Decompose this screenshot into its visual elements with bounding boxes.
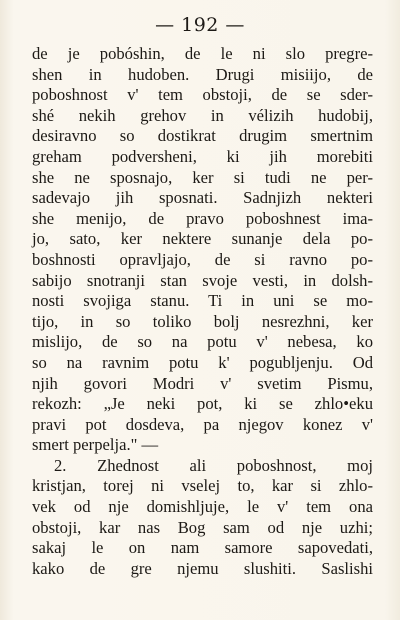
text-line: sakaj le on nam samore sapovedati,: [32, 538, 373, 558]
text-line: jo, sato, ker nektere sunanje dela po-: [32, 229, 373, 249]
text-line: she menijo, de pravo poboshnest ima-: [32, 208, 373, 228]
text-line: boshnosti opravljajo, de si ravno po-: [32, 249, 373, 269]
text-line: sadevajo jih sposnati. Sadnjizh nekteri: [32, 188, 373, 208]
text-line: smert perpelja." —: [32, 435, 159, 455]
text-line: nosti svojiga stanu. Ti in uni se mo-: [32, 291, 373, 311]
text-line: sabijo snotranji stan svoje vesti, in dolsh-: [32, 270, 373, 290]
text-line: mislijo, de so na potu v' nebesa, ko: [32, 332, 373, 352]
text-line: kristjan, torej ni vselej to, kar si zhlo-: [32, 476, 373, 496]
text-line: de je pobóshin, de le ni slo pregre-: [32, 44, 373, 63]
text-line: shen in hudoben. Drugi misiijo, de: [32, 64, 373, 84]
text-line: obstoji, kar nas Bog sam od nje uzhi;: [32, 517, 373, 537]
text-line: she ne sposnajo, ker si tudi ne per-: [32, 167, 373, 187]
text-line: njih govori Modri v' svetim Pismu,: [32, 373, 373, 393]
text-line: shé nekih grehov in vélizih hudobij,: [32, 105, 373, 125]
text-line: pravi pot dosdeva, pa njegov konez v': [32, 414, 373, 434]
text-line: poboshnost v' tem obstoji, de se sder-: [32, 85, 373, 105]
page-number: — 192 —: [155, 14, 245, 36]
text-line: greham podversheni, ki jih morebiti: [32, 146, 373, 166]
text-line: so na ravnim potu k' pogubljenju. Od: [32, 352, 373, 372]
text-line: desiravno so dostikrat drugim smertnim: [32, 126, 373, 146]
text-line: kako de gre njemu slushiti. Saslishi: [32, 558, 373, 578]
text-line: rekozh: „Je neki pot, ki se zhlo•eku: [32, 394, 373, 414]
page-text: [32, 44, 373, 579]
text-line: vek od nje domishljuje, le v' tem ona: [32, 497, 373, 517]
paragraph-start-line: 2. Zhednost ali poboshnost, moj: [54, 455, 373, 475]
text-line: tijo, in so toliko bolj nesrezhni, ker: [32, 311, 373, 331]
